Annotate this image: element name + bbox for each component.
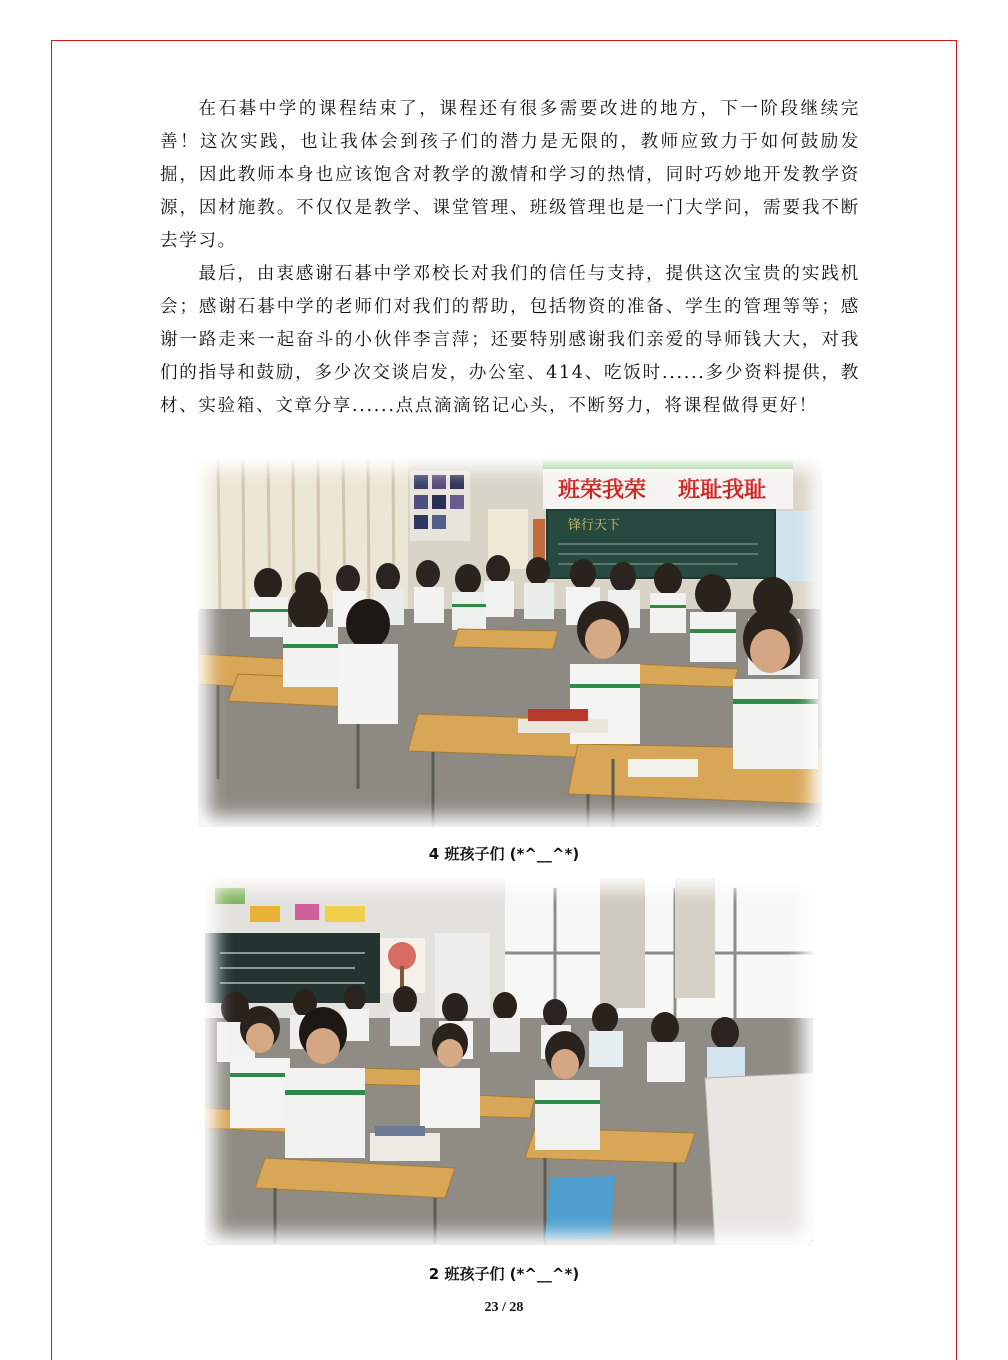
body-text [160, 93, 860, 423]
banner-left-text: 班荣我荣 [558, 478, 647, 503]
photo-caption-class-2: 2 班孩子们 (*^__^*) [428, 1265, 580, 1283]
page-number: 23 / 28 [484, 1300, 524, 1315]
photo-caption-class-4: 4 班孩子们 (*^__^*) [428, 845, 580, 863]
banner-right-text: 班耻我耻 [678, 478, 767, 503]
classroom-photo-class-4 [198, 459, 822, 827]
board-title-text: 锋行天下 [568, 518, 621, 533]
paragraph: 在石碁中学的课程结束了，课程还有很多需要改进的地方，下一阶段继续完善！这次实践，也让我体会到孩子们的潜力是无限的，教师应致力于如何鼓励发掘，因此教师本身也应该饱含对教学的激情和学习的热情，同时巧妙地开发教学资源，因材施教。不仅仅是教学、课堂管理、班级管理也是一门大学问，需要我不断去学习。 [160, 99, 860, 251]
classroom-photo-class-2 [205, 878, 813, 1245]
paragraph: 最后，由衷感谢石碁中学邓校长对我们的信任与支持，提供这次宝贵的实践机会；感谢石碁中学的老师们对我们的帮助，包括物资的准备、学生的管理等等；感谢一路走来一起奋斗的小伙伴李言萍；还要特别感谢我们亲爱的导师钱大大，对我们的指导和鼓励，多少次交谈启发，办公室、414、吃饭时......多少资料提供，教材、实验箱、文章分享......点点滴滴铭记心头，不断努力，将课程做得更好！ [160, 264, 860, 416]
